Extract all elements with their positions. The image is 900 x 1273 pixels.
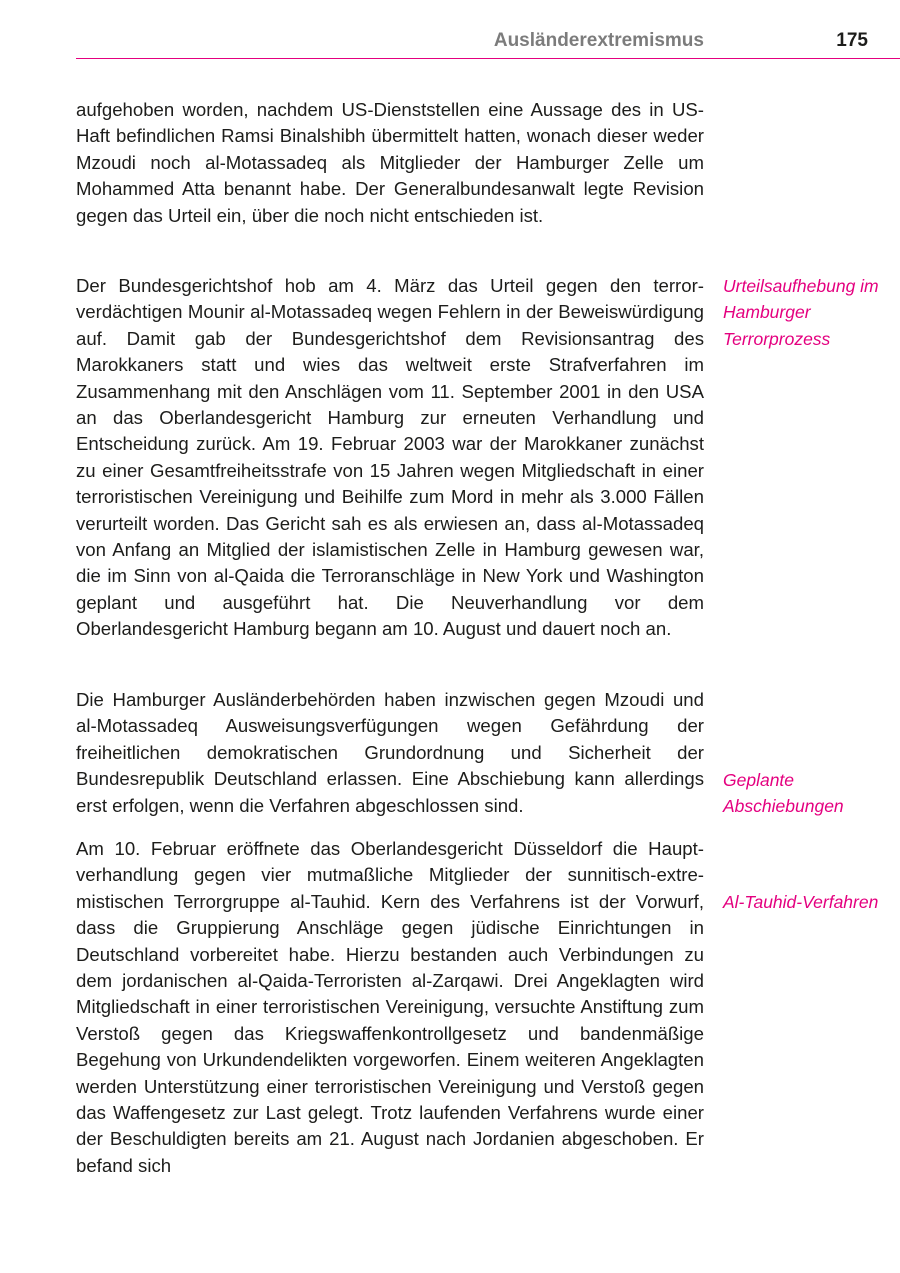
paragraph-al-tauhid-trial: Am 10. Februar eröffnete das Oberlandesgericht Düsseldorf die Hauptverhandlung gegen vier mutmaßliche Mitglieder der sunnitisch-extremistischen Terrorgruppe al-Tauhid. Kern des Verfahrens ist der Vorwurf, dass die Gruppierung Anschläge gegen jüdische Einrichtungen in Deutschland vorbereitet habe. Hierzu bestanden auch Verbindungen zu dem jordanischen al-Qaida-Terroristen al-Zarqawi. Drei Angeklagten wird Mitgliedschaft in einer terroristischen Vereinigung, versuchte Anstiftung zum Verstoß gegen das Kriegswaffenkontrollgesetz und bandenmäßige Begehung von Urkundendelikten vorgeworfen. Einem weiteren Angeklagten werden Unterstützung einer terroristischen Vereinigung und Verstoß gegen das Waffengesetz zur Last gelegt. Trotz laufenden Verfahrens wurde einer der Beschuldigten bereits am 21. August nach Jordanien abgeschoben. Er befand sich: [76, 838, 704, 1176]
paragraph-bgh-ruling: Der Bundesgerichtshof hob am 4. März das Urteil gegen den terrorverdächtigen Mounir al-Motassadeq wegen Fehlern in der Beweiswürdigung auf. Damit gab der Bundesgerichtshof dem Revisionsantrag des Marokkaners statt und wies das weltweit erste Strafverfahren im Zusammenhang mit den Anschlägen vom 11. September 2001 in den USA an das Oberlandesgericht Hamburg zur erneuten Verhandlung und Entscheidung zurück. Am 19. Februar 2003 war der Marokkaner zunächst zu einer Gesamtfreiheitsstrafe von 15 Jahren wegen Mitgliedschaft in einer terroristischen Vereinigung und Beihilfe zum Mord in mehr als 3.000 Fällen verurteilt worden. Das Gericht sah es als erwiesen an, dass al-Motassadeq von Anfang an Mitglied der islamistischen Zelle in Hamburg gewesen war, die im Sinn von al-Qaida die Terroranschläge in New York und Washington geplant und ausgeführt hat. Die Neuverhandlung vor dem Oberlandesgericht Hamburg begann am 10. August und dauert noch an.: [76, 275, 704, 640]
margin-note-al-tauhid-proceedings: Al-Tauhid-Verfahren: [723, 892, 879, 912]
margin-note-planned-deportations: Geplante Abschiebungen: [723, 770, 844, 817]
paragraph-continuation: aufgehoben worden, nachdem US-Dienststellen eine Aussage des in US-Haft befindlichen Ramsi Binalshibh übermittelt hatten, wonach dieser weder Mzoudi noch al-Motassadeq als Mitglieder der Hamburger Zelle um Mohammed Atta benannt habe. Der Generalbundesanwalt legte Revision gegen das Urteil ein, über die noch nicht entschieden ist.: [76, 99, 704, 226]
paragraph-deportation-orders: Die Hamburger Ausländerbehörden haben inzwischen gegen Mzoudi und al-Motassadeq Ausweisungsverfügungen wegen Gefährdung der freiheitlichen demokratischen Grundordnung und Sicherheit der Bundesrepublik Deutschland erlassen. Eine Abschiebung kann allerdings erst erfolgen, wenn die Verfahren abgeschlossen sind.: [76, 689, 704, 816]
page-number: 175: [836, 30, 868, 51]
running-head-title: Ausländerextremismus: [493, 30, 704, 51]
margin-note-ruling-overturned: Urteilsaufhebung im Hamburger Terrorprozess: [723, 276, 879, 349]
page-header: [76, 26, 900, 59]
